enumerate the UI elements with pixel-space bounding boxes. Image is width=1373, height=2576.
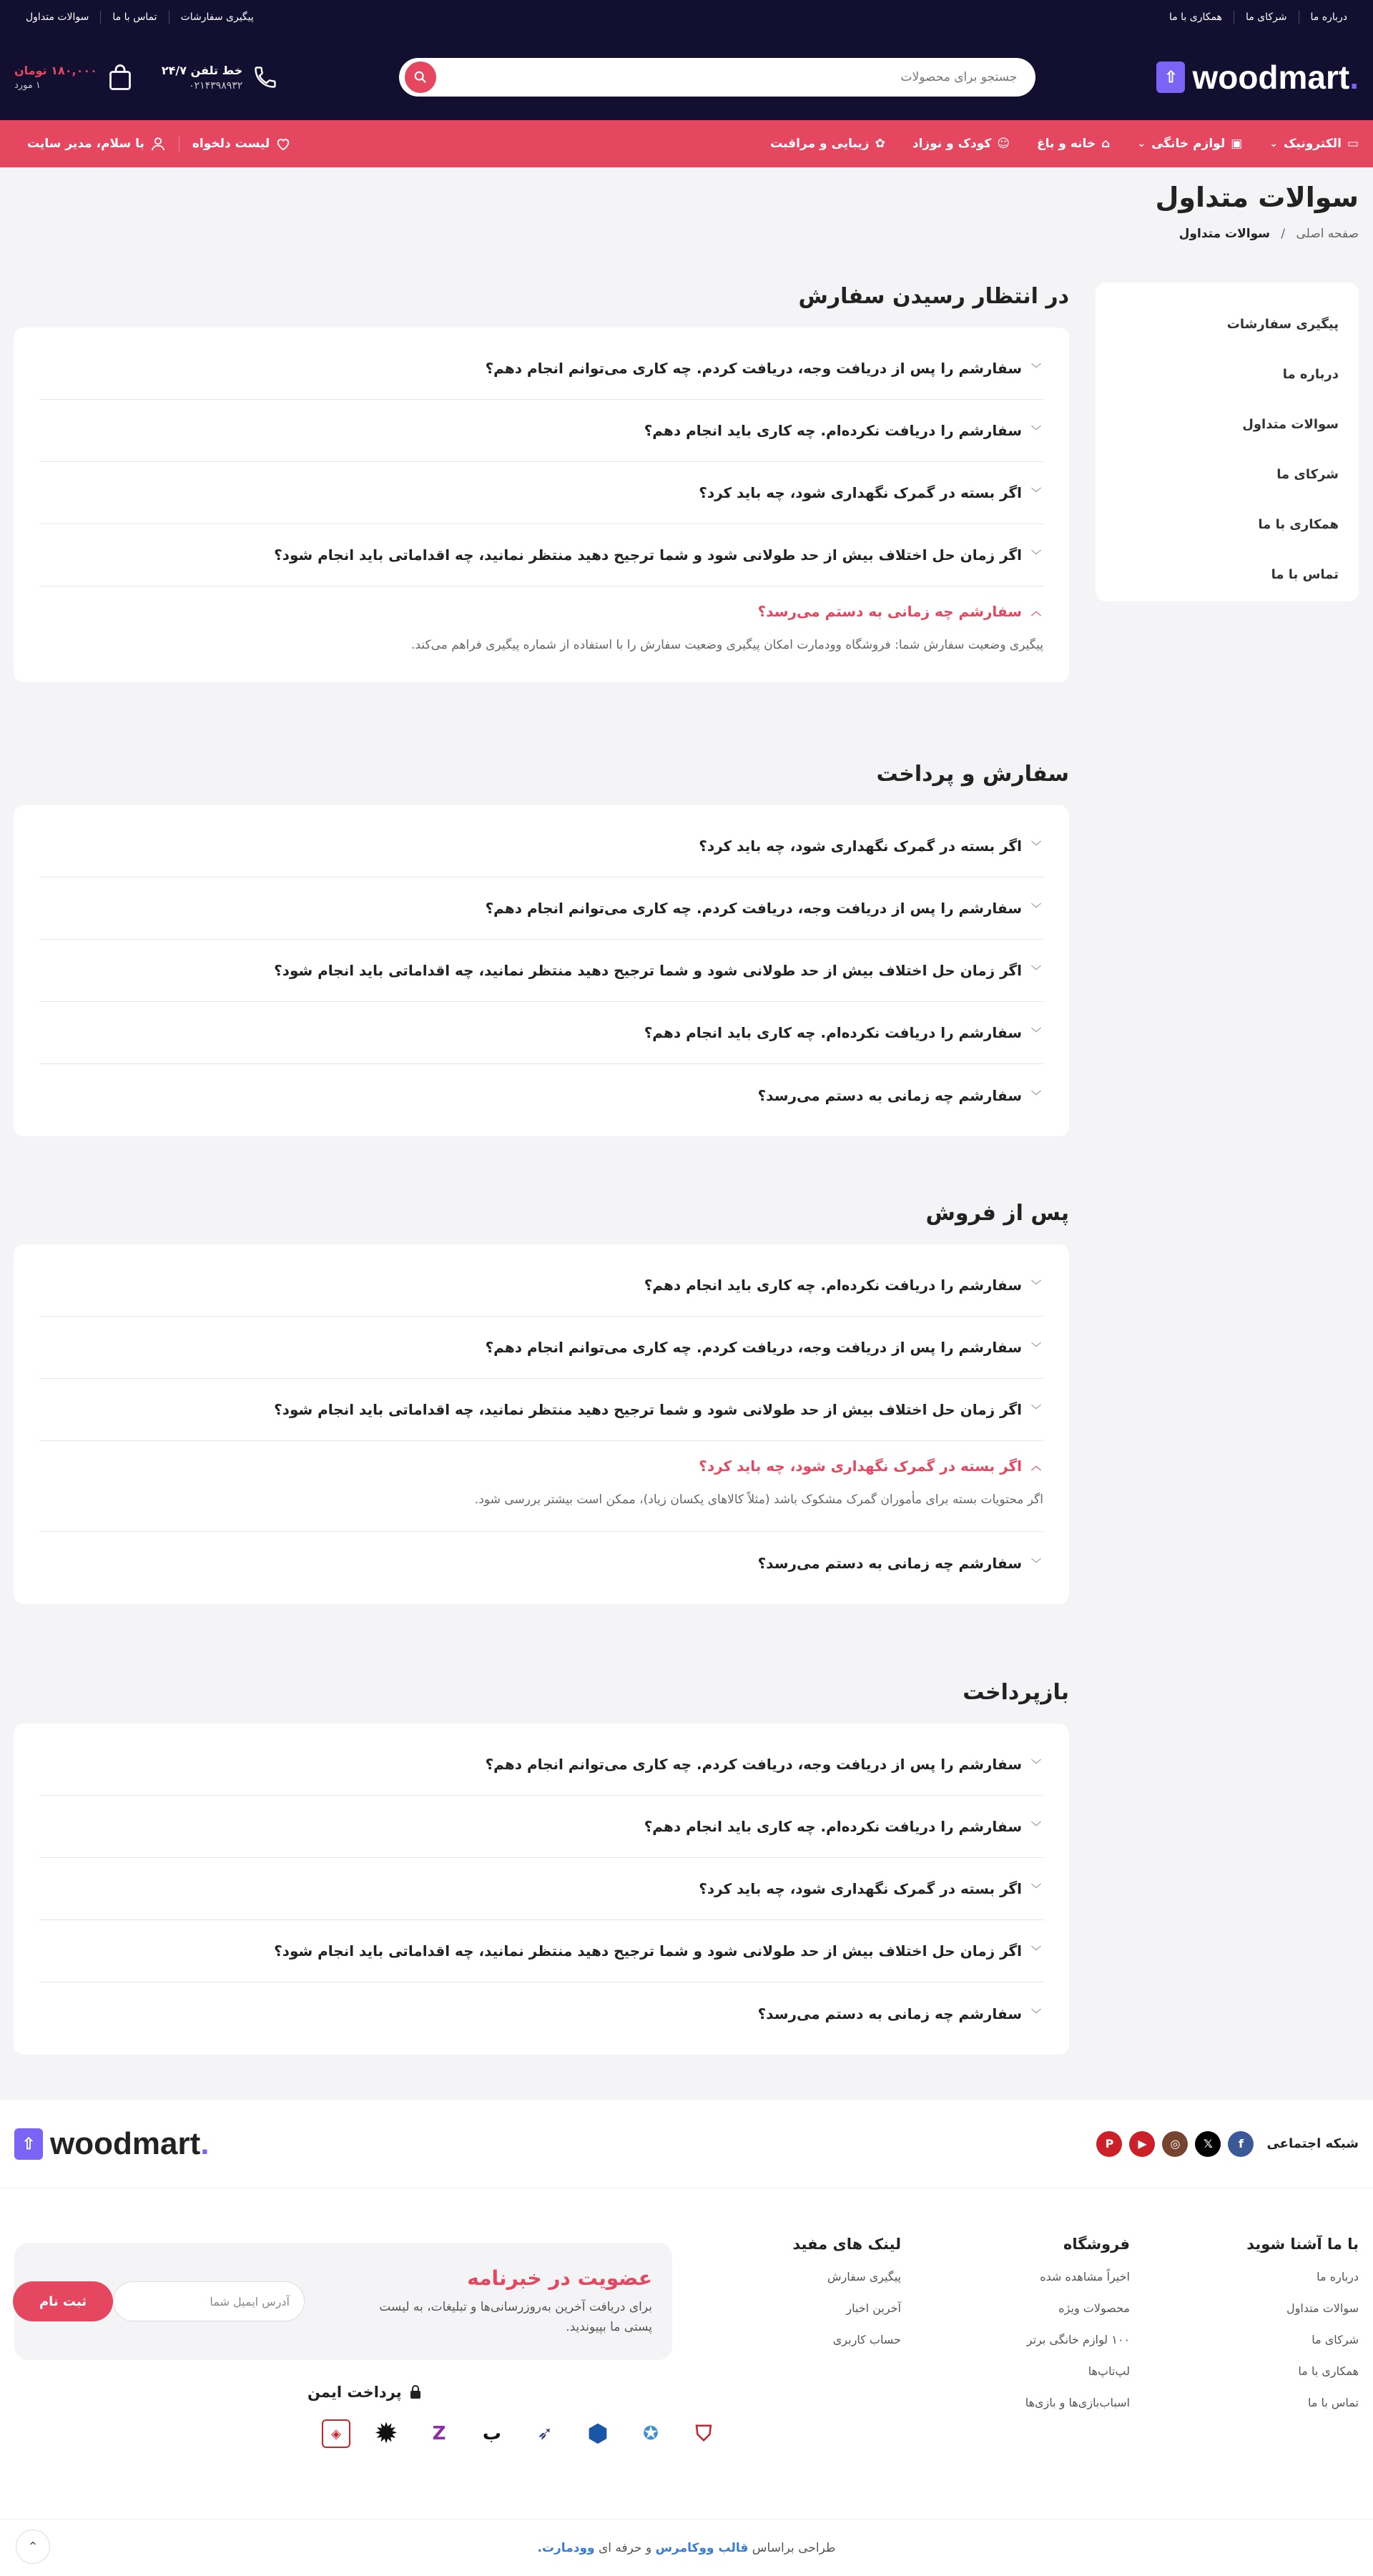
faq-question[interactable]: [39, 1441, 1043, 1491]
nav-category-label: الکترونیک: [1284, 137, 1342, 151]
footer-column: [672, 2236, 901, 2427]
faq-question[interactable]: [39, 1532, 1043, 1594]
wing-badge-icon: ➶: [537, 2423, 553, 2444]
nav-category-3[interactable]: [1037, 137, 1110, 151]
logo-dot: .: [1349, 59, 1359, 96]
faq-section: [14, 1673, 1069, 2055]
phone-icon: [252, 64, 278, 90]
chevron-down-icon: ﹀: [1031, 1405, 1041, 1416]
footer-link[interactable]: حساب کاربری: [832, 2333, 901, 2346]
cart-price: ۱۸۰,۰۰۰ تومان: [14, 64, 97, 77]
baby-icon: ☺: [997, 137, 1010, 151]
faq-section: [14, 755, 1069, 1136]
copyright-pre: طراحی براساس: [752, 2540, 836, 2555]
bank-badge-icon: ◈: [322, 2419, 350, 2448]
account-link[interactable]: [14, 136, 179, 152]
faq-question-text: اگر زمان حل اختلاف بیش از حد طولانی شود و شما ترجیح دهید منتظر نمانید، چه اقداماتی باید انجام شود؟: [274, 1942, 1022, 1960]
copyright-link-woodmart[interactable]: وودمارت.: [537, 2540, 595, 2555]
faq-question-text: سفارشم را پس از دریافت وجه، دریافت کردم. چه کاری می‌توانم انجام دهم؟: [485, 360, 1022, 377]
enamad-badge-icon: ✪: [643, 2423, 659, 2444]
faq-section-title: پس از فروش: [925, 1201, 1069, 1226]
star-badge-icon: ✹: [374, 2417, 398, 2450]
faq-card: [14, 805, 1069, 1136]
chevron-down-icon: ﹀: [1031, 426, 1041, 437]
chevron-down-icon: ﹀: [1031, 550, 1041, 561]
faq-section: [14, 1194, 1069, 1604]
wishlist-label: لیست دلخواه: [192, 137, 270, 151]
copyright-bar: [0, 2519, 1373, 2576]
topbar-link[interactable]: پیگیری سفارشات: [169, 11, 265, 24]
cart-count: ۱ مورد: [14, 80, 41, 91]
nav-category-label: زیبایی و مراقبت: [770, 137, 870, 151]
page-title: سوالات متداول: [1155, 182, 1359, 213]
faq-question[interactable]: [39, 1858, 1043, 1920]
footer-link[interactable]: تماس با ما: [1307, 2396, 1359, 2409]
topbar-link[interactable]: تماس با ما: [100, 11, 168, 24]
beauty-icon: ✿: [875, 137, 885, 151]
faq-question[interactable]: [39, 338, 1043, 400]
faq-answer: پیگیری وضعیت سفارش شما: فروشگاه وودمارت امکان پیگیری وضعیت سفارش را با استفاده از شماره پیگیری فراهم می‌کند.: [411, 638, 1043, 652]
x-icon[interactable]: 𝕏: [1195, 2131, 1221, 2157]
footer-column-title: فروشگاه: [1063, 2236, 1130, 2253]
faq-question[interactable]: [39, 1064, 1043, 1126]
chevron-up-icon: ︿: [1031, 606, 1041, 618]
hexagon-badge-icon: ⬢: [587, 2419, 609, 2448]
sidebar-menu: [1096, 282, 1359, 601]
chevron-down-icon: ﹀: [1031, 1558, 1041, 1570]
appliance-icon: ▣: [1231, 137, 1243, 151]
cart-block[interactable]: [14, 63, 133, 92]
chevron-down-icon: ﹀: [1031, 1822, 1041, 1833]
chevron-down-icon: ﹀: [1031, 965, 1041, 977]
nav-category-4[interactable]: [912, 137, 1010, 151]
newsletter-title: عضویت در خبرنامه: [467, 2266, 652, 2290]
sidebar-item[interactable]: شرکای ما: [1276, 467, 1339, 482]
copyright-mid: و حرفه ای: [599, 2540, 652, 2555]
shield-badge-icon: ⛉: [695, 2421, 712, 2447]
faq-card: [14, 1724, 1069, 2055]
footer-link[interactable]: آخرین اخبار: [846, 2301, 901, 2315]
faq-question-text: سفارشم چه زمانی به دستم می‌رسد؟: [757, 603, 1022, 620]
main-navbar: [0, 120, 1373, 167]
footer-link[interactable]: شرکای ما: [1312, 2333, 1359, 2346]
youtube-icon[interactable]: ▶: [1129, 2131, 1155, 2157]
faq-question[interactable]: [39, 400, 1043, 462]
faq-question[interactable]: [39, 877, 1043, 940]
faq-question-text: سفارشم را دریافت نکرده‌ام. چه کاری باید انجام دهم؟: [644, 1277, 1022, 1294]
account-label: با سلام، مدیر سایت: [27, 137, 144, 151]
faq-question[interactable]: [39, 1796, 1043, 1858]
nav-category-2[interactable]: [1137, 137, 1242, 151]
pinterest-icon[interactable]: P: [1096, 2131, 1122, 2157]
topbar: [0, 0, 1373, 34]
newsletter-box: [14, 2243, 672, 2360]
breadcrumb-separator: /: [1281, 227, 1286, 241]
pay-badge-icon: ب: [482, 2423, 502, 2444]
wishlist-link[interactable]: [179, 137, 304, 151]
zarinpal-badge-icon: Z: [432, 2423, 446, 2444]
footer-link[interactable]: سوالات متداول: [1286, 2301, 1359, 2315]
faq-question[interactable]: [39, 1734, 1043, 1796]
logo-text: woodmart: [1192, 59, 1350, 96]
chevron-down-icon: ﹀: [1031, 1090, 1041, 1102]
faq-section-title: سفارش و پرداخت: [876, 762, 1069, 787]
footer-column-title: با ما آشنا شوید: [1246, 2236, 1359, 2253]
faq-question[interactable]: [39, 1254, 1043, 1317]
laptop-icon: ▭: [1347, 137, 1359, 151]
footer-column-title: لینک های مفید: [792, 2236, 901, 2253]
garden-icon: ⌂: [1101, 137, 1111, 151]
footer-link[interactable]: ۱۰۰ لوازم خانگی برتر: [1026, 2333, 1130, 2346]
faq-question[interactable]: [39, 1982, 1043, 2045]
nav-category-label: کودک و نوزاد: [912, 137, 992, 151]
topbar-link[interactable]: شرکای ما: [1234, 11, 1299, 24]
breadcrumb-current: سوالات متداول: [1178, 227, 1270, 241]
faq-question-text: اگر زمان حل اختلاف بیش از حد طولانی شود و شما ترجیح دهید منتظر نمانید، چه اقداماتی باید انجام شود؟: [274, 1401, 1022, 1418]
lock-icon: [409, 2384, 422, 2400]
chevron-down-icon: ﹀: [1031, 488, 1041, 499]
chevron-down-icon: ﹀: [1031, 1884, 1041, 1895]
topbar-link[interactable]: همکاری با ما: [1168, 11, 1222, 23]
faq-section-title: در انتظار رسیدن سفارش: [798, 284, 1069, 309]
chevron-down-icon: ﹀: [1031, 1342, 1041, 1354]
chevron-down-icon: ⌄: [1137, 138, 1146, 149]
faq-question-text: اگر زمان حل اختلاف بیش از حد طولانی شود و شما ترجیح دهید منتظر نمانید، چه اقداماتی باید انجام شود؟: [274, 546, 1022, 564]
secure-payment: [307, 2384, 422, 2401]
footer-logo[interactable]: [14, 2126, 209, 2162]
faq-card: [14, 328, 1069, 682]
phone-number: ۰۲۱۴۳۹۸۹۳۲: [189, 79, 243, 92]
footer: [0, 2100, 1373, 2576]
chevron-down-icon: ﹀: [1031, 2008, 1041, 2020]
search-icon: [414, 71, 427, 84]
faq-question[interactable]: [39, 1317, 1043, 1379]
footer-link[interactable]: اخیراً مشاهده شده: [1040, 2270, 1130, 2284]
faq-question[interactable]: [39, 1379, 1043, 1441]
search-button[interactable]: [405, 62, 436, 93]
chevron-down-icon: ﹀: [1031, 1028, 1041, 1039]
search-bar: [399, 58, 1035, 97]
faq-question-text: سفارشم را دریافت نکرده‌ام. چه کاری باید انجام دهم؟: [644, 1818, 1022, 1835]
sidebar-item[interactable]: تماس با ما: [1271, 567, 1339, 582]
footer-link[interactable]: همکاری با ما: [1298, 2364, 1359, 2378]
faq-question[interactable]: [39, 524, 1043, 586]
chevron-down-icon: ﹀: [1031, 1946, 1041, 1957]
faq-question-text: سفارشم چه زمانی به دستم می‌رسد؟: [757, 1086, 1022, 1104]
faq-question-text: سفارشم چه زمانی به دستم می‌رسد؟: [757, 2005, 1022, 2022]
sidebar-item[interactable]: همکاری با ما: [1258, 517, 1339, 532]
phone-block[interactable]: [162, 64, 278, 92]
newsletter-email-input[interactable]: آدرس ایمیل شما: [113, 2281, 305, 2321]
faq-answer: اگر محتویات بسته برای مأموران گمرک مشکوک باشد (مثلاً کالاهای یکسان زیاد)، ممکن است بیشتر بررسی شود.: [39, 1491, 1043, 1532]
faq-question-text: سفارشم را دریافت نکرده‌ام. چه کاری باید انجام دهم؟: [644, 422, 1022, 439]
chevron-down-icon: ﹀: [1031, 841, 1041, 852]
faq-question[interactable]: [39, 1920, 1043, 1982]
bag-logo-icon: ⇧: [14, 2128, 43, 2160]
header: [0, 34, 1373, 120]
chevron-down-icon: ﹀: [1031, 1759, 1041, 1771]
faq-question-text: سفارشم را پس از دریافت وجه، دریافت کردم. چه کاری می‌توانم انجام دهم؟: [485, 1339, 1022, 1356]
payment-badges: [322, 2413, 721, 2454]
copyright-link-theme[interactable]: قالب ووکامرس: [655, 2540, 749, 2555]
site-logo[interactable]: [1156, 58, 1359, 97]
breadcrumb-home[interactable]: صفحه اصلی: [1296, 227, 1359, 241]
shopping-bag-icon: [107, 63, 133, 92]
nav-category-1[interactable]: [1269, 137, 1359, 151]
faq-question-text: سفارشم را پس از دریافت وجه، دریافت کردم. چه کاری می‌توانم انجام دهم؟: [485, 900, 1022, 917]
faq-section-title: بازپرداخت: [963, 1680, 1069, 1705]
newsletter-text: برای دریافت آخرین به‌روزرسانی‌ها و تبلیغات، به لیست پستی ما بپیوندید.: [379, 2299, 652, 2334]
faq-question-text: اگر بسته در گمرک نگهداری شود، چه باید کرد؟: [699, 1457, 1022, 1475]
faq-question-text: سفارشم را دریافت نکرده‌ام. چه کاری باید انجام دهم؟: [644, 1024, 1022, 1041]
faq-card: [14, 1244, 1069, 1604]
facebook-icon[interactable]: f: [1228, 2131, 1254, 2157]
instagram-icon[interactable]: ◎: [1162, 2131, 1188, 2157]
footer-link[interactable]: لپ‌تاپ‌ها: [1088, 2364, 1130, 2378]
scroll-to-top-button[interactable]: ⌃: [16, 2530, 50, 2564]
faq-question[interactable]: [39, 940, 1043, 1002]
header-actions: [14, 63, 278, 92]
phone-title: خط تلفن ۲۴/۷: [161, 63, 243, 77]
heart-icon: [275, 137, 291, 151]
newsletter-submit-button[interactable]: ثبت نام: [13, 2281, 113, 2321]
nav-category-label: خانه و باغ: [1037, 137, 1096, 151]
secure-payment-label: پرداخت ایمن: [307, 2384, 402, 2401]
footer-column: [1130, 2236, 1359, 2427]
faq-question[interactable]: [39, 462, 1043, 524]
topbar-link[interactable]: درباره ما: [1299, 11, 1359, 24]
chevron-up-icon: ︿: [1031, 1461, 1041, 1473]
sidebar-item[interactable]: پیگیری سفارشات: [1226, 317, 1339, 332]
topbar-link[interactable]: سوالات متداول: [26, 11, 89, 23]
user-icon: [150, 136, 166, 152]
faq-section: [14, 277, 1069, 682]
faq-question[interactable]: [39, 586, 1043, 636]
chevron-down-icon: ⌄: [1269, 138, 1279, 149]
chevron-down-icon: ﹀: [1031, 903, 1041, 915]
faq-question[interactable]: [39, 815, 1043, 877]
nav-category-5[interactable]: [770, 137, 885, 151]
footer-logo-text: woodmart: [50, 2125, 201, 2161]
faq-question-text: اگر بسته در گمرک نگهداری شود، چه باید کرد؟: [699, 1880, 1022, 1897]
footer-link[interactable]: پیگیری سفارش: [827, 2270, 901, 2284]
social-label: شبکه اجتماعی: [1266, 2136, 1359, 2151]
social-block: [1096, 2131, 1359, 2157]
faq-question-text: اگر بسته در گمرک نگهداری شود، چه باید کرد؟: [699, 837, 1022, 855]
search-input[interactable]: [436, 70, 1028, 84]
footer-column: [901, 2236, 1130, 2427]
faq-question[interactable]: [39, 1002, 1043, 1064]
sidebar-item[interactable]: درباره ما: [1282, 367, 1339, 382]
footer-link[interactable]: درباره ما: [1317, 2270, 1359, 2284]
sidebar-item[interactable]: سوالات متداول: [1242, 417, 1339, 432]
breadcrumb: [1179, 227, 1359, 241]
faq-question-text: سفارشم را پس از دریافت وجه، دریافت کردم. چه کاری می‌توانم انجام دهم؟: [485, 1756, 1022, 1773]
bag-logo-icon: ⇧: [1156, 62, 1185, 93]
faq-question-text: اگر بسته در گمرک نگهداری شود، چه باید کرد؟: [699, 484, 1022, 501]
footer-link[interactable]: اسباب‌بازی‌ها و بازی‌ها: [1025, 2396, 1130, 2409]
footer-link[interactable]: محصولات ویژه: [1058, 2301, 1130, 2315]
chevron-down-icon: ﹀: [1031, 363, 1041, 375]
faq-question-text: اگر زمان حل اختلاف بیش از حد طولانی شود و شما ترجیح دهید منتظر نمانید، چه اقداماتی باید انجام شود؟: [274, 962, 1022, 979]
footer-logo-dot: .: [200, 2125, 210, 2161]
nav-category-label: لوازم خانگی: [1151, 137, 1226, 151]
faq-question-text: سفارشم چه زمانی به دستم می‌رسد؟: [757, 1554, 1022, 1572]
chevron-down-icon: ﹀: [1031, 1280, 1041, 1292]
